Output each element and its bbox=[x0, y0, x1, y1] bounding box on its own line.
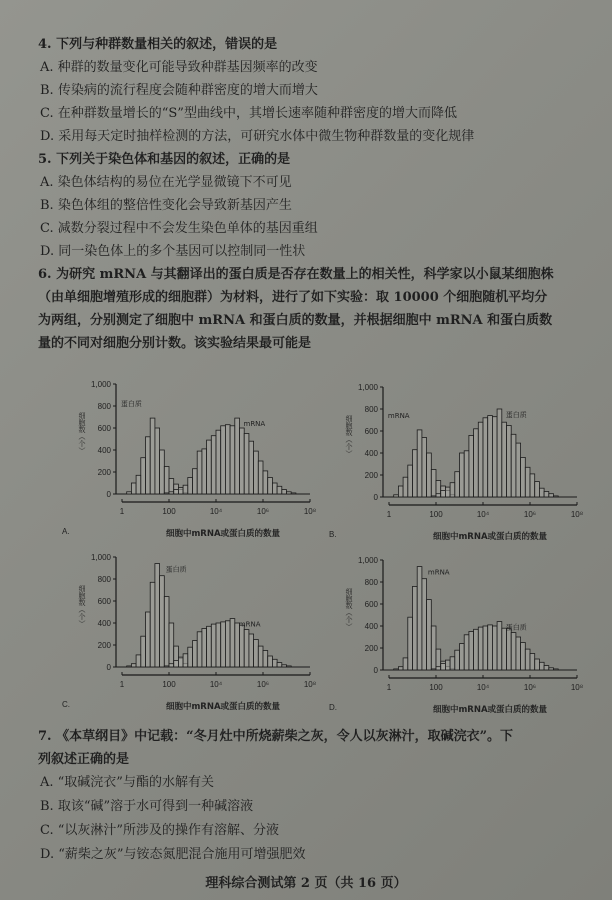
x-tick-label: 1 bbox=[119, 507, 125, 516]
histogram-bar bbox=[394, 495, 399, 497]
x-tick-label: 10⁴ bbox=[476, 510, 490, 519]
histogram-bar bbox=[525, 467, 530, 497]
x-tick-label: 100 bbox=[162, 507, 176, 516]
y-tick-label: 0 bbox=[373, 666, 378, 675]
histogram-bar bbox=[240, 428, 245, 494]
panel-label: B. bbox=[329, 530, 337, 539]
histogram-b bbox=[325, 375, 605, 550]
y-tick-label: 400 bbox=[364, 449, 378, 458]
histogram-bar bbox=[488, 416, 493, 497]
histogram-bar bbox=[240, 625, 245, 667]
question-7-option-c: C. “以灰淋汁”所涉及的操作有溶解、分液 bbox=[40, 823, 280, 838]
y-tick-label: 1,000 bbox=[357, 383, 378, 392]
question-5-option-a: A. 染色体结构的易位在光学显微镜下不可见 bbox=[40, 175, 292, 190]
histogram-bar bbox=[150, 582, 155, 667]
histogram-bar bbox=[221, 426, 226, 494]
histogram-bar bbox=[417, 430, 422, 497]
histogram-bar bbox=[427, 600, 432, 670]
x-tick-label: 10⁸ bbox=[303, 680, 317, 689]
histogram-bar bbox=[291, 493, 296, 494]
y-tick-label: 0 bbox=[106, 490, 111, 499]
histogram-bar bbox=[422, 438, 427, 497]
histogram-bar bbox=[441, 663, 446, 670]
histogram-bar bbox=[492, 417, 497, 497]
histogram-bar bbox=[244, 434, 249, 495]
series-label: mRNA bbox=[427, 568, 450, 577]
histogram-bar bbox=[164, 467, 169, 495]
histogram-bar bbox=[235, 418, 240, 494]
histogram-bar bbox=[441, 490, 446, 497]
histogram-bar bbox=[483, 626, 488, 670]
question-6-stem-line: （由单细胞增殖形成的细胞群）为材料，进行了如下实验：取 10000 个细胞随机平均分 bbox=[38, 290, 548, 305]
histogram-bar bbox=[197, 451, 202, 494]
histogram-a bbox=[58, 372, 338, 547]
question-6-stem-line: 量的不同对细胞分别计数。该实验结果最可能是 bbox=[38, 336, 312, 351]
histogram-bar bbox=[431, 669, 436, 670]
series-label: mRNA bbox=[243, 420, 266, 429]
question-6-stem-line: 6. 为研究 mRNA 与其翻译出的蛋白质是否存在数量上的相关性，科学家以小鼠某细胞株 bbox=[38, 267, 554, 282]
histogram-bar bbox=[268, 478, 273, 495]
y-tick-label: 800 bbox=[97, 402, 111, 411]
histogram-bar bbox=[225, 621, 230, 667]
x-tick-label: 10⁴ bbox=[476, 683, 490, 692]
page-footer: 理科综合测试第 2 页（共 16 页） bbox=[205, 876, 407, 891]
histogram-bar bbox=[474, 429, 479, 497]
series-label: mRNA bbox=[238, 620, 261, 629]
histogram-bar bbox=[394, 669, 399, 670]
histogram-bar bbox=[136, 655, 141, 667]
question-7-option-b: B. 取该“碱”溶于水可得到一种碱溶液 bbox=[40, 799, 254, 814]
question-7-stem-line: 列叙述正确的是 bbox=[38, 752, 130, 767]
histogram-bar bbox=[169, 664, 174, 667]
histogram-bar bbox=[193, 641, 198, 667]
histogram-bar bbox=[230, 426, 235, 494]
histogram-bar bbox=[436, 494, 441, 497]
histogram-bar bbox=[544, 666, 549, 670]
y-tick-label: 1,000 bbox=[357, 556, 378, 565]
histogram-bar bbox=[516, 443, 521, 497]
histogram-bar bbox=[417, 567, 422, 670]
histogram-bar bbox=[178, 487, 183, 494]
y-tick-label: 1,000 bbox=[90, 380, 111, 389]
histogram-bar bbox=[127, 492, 132, 494]
histogram-bar bbox=[272, 483, 277, 494]
y-tick-label: 1,000 bbox=[90, 553, 111, 562]
y-tick-label: 200 bbox=[97, 468, 111, 477]
x-tick-label: 1 bbox=[119, 680, 125, 689]
histogram-bar bbox=[254, 640, 259, 668]
histogram-bar bbox=[211, 624, 216, 667]
histogram-bar bbox=[202, 629, 207, 668]
histogram-bar bbox=[478, 422, 483, 497]
x-tick-label: 10⁴ bbox=[209, 680, 223, 689]
y-tick-label: 400 bbox=[97, 619, 111, 628]
x-axis-label: 细胞中mRNA或蛋白质的数量 bbox=[432, 705, 548, 715]
histogram-bar bbox=[413, 450, 418, 497]
histogram-bar bbox=[164, 493, 169, 494]
histogram-bar bbox=[408, 617, 413, 670]
histogram-bar bbox=[511, 633, 516, 670]
histogram-bar bbox=[413, 586, 418, 670]
series-label: 蛋白质 bbox=[505, 623, 527, 632]
histogram-bar bbox=[464, 451, 469, 497]
y-axis-label: 细胞数（个） bbox=[78, 412, 86, 454]
question-7-option-d: D. “薪柴之灰”与铵态氮肥混合施用可增强肥效 bbox=[40, 847, 306, 862]
y-tick-label: 800 bbox=[97, 575, 111, 584]
y-tick-label: 400 bbox=[97, 446, 111, 455]
histogram-bar bbox=[507, 628, 512, 670]
x-tick-label: 10⁴ bbox=[209, 507, 223, 516]
histogram-bar bbox=[535, 659, 540, 670]
histogram-bar bbox=[146, 612, 151, 667]
question-5-stem: 5. 下列关于染色体和基因的叙述，正确的是 bbox=[38, 152, 291, 167]
question-4-option-c: C. 在种群数量增长的“S”型曲线中，其增长速率随种群密度的增大而降低 bbox=[40, 106, 457, 121]
series-label: 蛋白质 bbox=[165, 565, 187, 574]
histogram-bar bbox=[258, 461, 263, 494]
x-axis-label: 细胞中mRNA或蛋白质的数量 bbox=[432, 532, 548, 542]
histogram-bar bbox=[544, 492, 549, 498]
histogram-bar bbox=[249, 441, 254, 494]
histogram-bar bbox=[174, 490, 179, 494]
histogram-bar bbox=[445, 660, 450, 670]
histogram-bar bbox=[155, 428, 160, 494]
histogram-bar bbox=[169, 623, 174, 667]
histogram-bar bbox=[431, 496, 436, 497]
question-4-option-d: D. 采用每天定时抽样检测的方法，可研究水体中微生物种群数量的变化规律 bbox=[40, 129, 475, 144]
histogram-bar bbox=[427, 453, 432, 497]
panel-label: D. bbox=[329, 703, 337, 712]
histogram-bar bbox=[403, 658, 408, 670]
histogram-bar bbox=[398, 486, 403, 497]
histogram-bar bbox=[469, 632, 474, 671]
histogram-bar bbox=[554, 669, 559, 670]
histogram-bar bbox=[497, 409, 502, 497]
histogram-bar bbox=[483, 418, 488, 497]
histogram-bar bbox=[150, 418, 155, 494]
histogram-bar bbox=[263, 651, 268, 668]
y-tick-label: 0 bbox=[373, 493, 378, 502]
histogram-bar bbox=[431, 470, 436, 498]
histogram-bar bbox=[277, 663, 282, 667]
x-axis-label: 细胞中mRNA或蛋白质的数量 bbox=[165, 702, 281, 712]
histogram-bar bbox=[455, 650, 460, 670]
y-tick-label: 800 bbox=[364, 578, 378, 587]
histogram-bar bbox=[535, 482, 540, 497]
x-tick-label: 10⁸ bbox=[570, 510, 584, 519]
chart-a bbox=[58, 372, 338, 547]
histogram-d bbox=[325, 548, 605, 723]
y-tick-label: 800 bbox=[364, 405, 378, 414]
question-7-option-a: A. “取碱浣衣”与酯的水解有关 bbox=[40, 775, 214, 790]
histogram-bar bbox=[164, 666, 169, 667]
histogram-bar bbox=[207, 440, 212, 494]
x-tick-label: 100 bbox=[162, 680, 176, 689]
histogram-bar bbox=[258, 646, 263, 667]
histogram-bar bbox=[193, 469, 198, 494]
y-tick-label: 600 bbox=[97, 424, 111, 433]
histogram-bar bbox=[211, 436, 216, 494]
histogram-c bbox=[58, 545, 338, 720]
histogram-bar bbox=[282, 490, 287, 494]
histogram-bar bbox=[502, 628, 507, 670]
question-5-option-b: B. 染色体组的整倍性变化会导致新基因产生 bbox=[40, 198, 292, 213]
histogram-bar bbox=[272, 659, 277, 667]
histogram-bar bbox=[230, 619, 235, 667]
x-tick-label: 10⁶ bbox=[256, 680, 270, 689]
histogram-bar bbox=[464, 635, 469, 670]
histogram-bar bbox=[160, 576, 165, 667]
y-tick-label: 200 bbox=[97, 641, 111, 650]
histogram-bar bbox=[141, 458, 146, 494]
x-tick-label: 10⁶ bbox=[523, 510, 537, 519]
y-tick-label: 0 bbox=[106, 663, 111, 672]
histogram-bar bbox=[422, 579, 427, 670]
x-tick-label: 10⁸ bbox=[570, 683, 584, 692]
x-tick-label: 1 bbox=[386, 510, 392, 519]
histogram-bar bbox=[507, 426, 512, 498]
histogram-bar bbox=[497, 622, 502, 670]
histogram-bar bbox=[216, 430, 221, 494]
question-6-stem-line: 为两组，分别测定了细胞中 mRNA 和蛋白质的数量，并根据细胞中 mRNA 和蛋白质数 bbox=[38, 313, 553, 328]
histogram-bar bbox=[263, 471, 268, 494]
y-axis-label: 细胞数（个） bbox=[345, 588, 353, 630]
histogram-bar bbox=[530, 654, 535, 671]
histogram-bar bbox=[549, 494, 554, 497]
x-tick-label: 10⁸ bbox=[303, 507, 317, 516]
histogram-bar bbox=[207, 626, 212, 667]
x-axis-label: 细胞中mRNA或蛋白质的数量 bbox=[165, 529, 281, 539]
series-label: mRNA bbox=[387, 411, 410, 420]
histogram-bar bbox=[169, 492, 174, 494]
histogram-bar bbox=[478, 627, 483, 670]
question-4-stem: 4. 下列与种群数量相关的叙述，错误的是 bbox=[38, 37, 278, 52]
histogram-bar bbox=[445, 487, 450, 497]
histogram-bar bbox=[197, 632, 202, 667]
question-7-stem-line: 7. 《本草纲目》中记载：“冬月灶中所烧薪柴之灰，令人以灰淋汁，取碱浣衣”。下 bbox=[38, 729, 514, 744]
series-label: 蛋白质 bbox=[505, 411, 527, 419]
chart-d bbox=[325, 548, 605, 723]
histogram-bar bbox=[530, 474, 535, 497]
y-tick-label: 600 bbox=[97, 597, 111, 606]
x-tick-label: 10⁶ bbox=[256, 507, 270, 516]
histogram-bar bbox=[450, 483, 455, 497]
x-tick-label: 1 bbox=[386, 683, 392, 692]
histogram-bar bbox=[164, 597, 169, 667]
histogram-bar bbox=[436, 667, 441, 670]
y-tick-label: 200 bbox=[364, 471, 378, 480]
histogram-bar bbox=[502, 422, 507, 497]
histogram-bar bbox=[235, 623, 240, 667]
histogram-bar bbox=[131, 483, 136, 494]
panel-label: C. bbox=[62, 700, 70, 709]
histogram-bar bbox=[202, 449, 207, 494]
histogram-bar bbox=[549, 668, 554, 670]
histogram-bar bbox=[460, 453, 465, 497]
histogram-bar bbox=[155, 564, 160, 667]
question-5-option-c: C. 减数分裂过程中不会发生染色单体的基因重组 bbox=[40, 221, 318, 236]
histogram-bar bbox=[539, 662, 544, 670]
histogram-bar bbox=[554, 496, 559, 497]
histogram-bar bbox=[488, 625, 493, 670]
histogram-bar bbox=[160, 450, 165, 494]
histogram-bar bbox=[408, 465, 413, 497]
histogram-bar bbox=[183, 485, 188, 494]
y-axis-label: 细胞数（个） bbox=[78, 585, 86, 627]
histogram-bar bbox=[521, 643, 526, 671]
series-label: 蛋白质 bbox=[120, 400, 142, 409]
y-tick-label: 600 bbox=[364, 600, 378, 609]
histogram-bar bbox=[277, 486, 282, 494]
histogram-bar bbox=[136, 475, 141, 494]
histogram-bar bbox=[221, 622, 226, 667]
y-axis-label: 细胞数（个） bbox=[345, 415, 353, 457]
histogram-bar bbox=[398, 667, 403, 670]
histogram-bar bbox=[492, 626, 497, 670]
histogram-bar bbox=[188, 478, 193, 495]
histogram-bar bbox=[525, 649, 530, 670]
y-tick-label: 400 bbox=[364, 622, 378, 631]
histogram-bar bbox=[244, 630, 249, 667]
x-tick-label: 10⁶ bbox=[523, 683, 537, 692]
histogram-bar bbox=[174, 660, 179, 667]
histogram-bar bbox=[225, 425, 230, 494]
x-tick-label: 100 bbox=[429, 510, 443, 519]
histogram-bar bbox=[287, 666, 292, 667]
histogram-bar bbox=[127, 666, 132, 667]
panel-label: A. bbox=[62, 527, 70, 536]
histogram-bar bbox=[183, 654, 188, 667]
histogram-bar bbox=[450, 657, 455, 670]
histogram-bar bbox=[268, 656, 273, 667]
question-5-option-d: D. 同一染色体上的多个基因可以控制同一性状 bbox=[40, 244, 306, 259]
histogram-bar bbox=[521, 457, 526, 497]
histogram-bar bbox=[460, 644, 465, 670]
question-4-option-a: A. 种群的数量变化可能导致种群基因频率的改变 bbox=[40, 60, 318, 75]
histogram-bar bbox=[511, 434, 516, 497]
chart-b bbox=[325, 375, 605, 550]
chart-c bbox=[58, 545, 338, 720]
histogram-bar bbox=[146, 437, 151, 494]
y-tick-label: 600 bbox=[364, 427, 378, 436]
histogram-bar bbox=[141, 636, 146, 667]
histogram-bar bbox=[539, 488, 544, 497]
histogram-bar bbox=[216, 623, 221, 667]
histogram-bar bbox=[287, 492, 292, 494]
histogram-bar bbox=[282, 665, 287, 667]
histogram-bar bbox=[403, 477, 408, 497]
histogram-bar bbox=[178, 657, 183, 667]
histogram-bar bbox=[469, 435, 474, 497]
histogram-bar bbox=[188, 647, 193, 667]
histogram-bar bbox=[455, 472, 460, 497]
histogram-bar bbox=[516, 637, 521, 670]
histogram-bar bbox=[131, 664, 136, 667]
histogram-bar bbox=[474, 629, 479, 670]
histogram-bar bbox=[249, 634, 254, 667]
question-4-option-b: B. 传染病的流行程度会随种群密度的增大而增大 bbox=[40, 83, 318, 98]
histogram-bar bbox=[431, 626, 436, 670]
x-tick-label: 100 bbox=[429, 683, 443, 692]
y-tick-label: 200 bbox=[364, 644, 378, 653]
histogram-bar bbox=[254, 451, 259, 494]
